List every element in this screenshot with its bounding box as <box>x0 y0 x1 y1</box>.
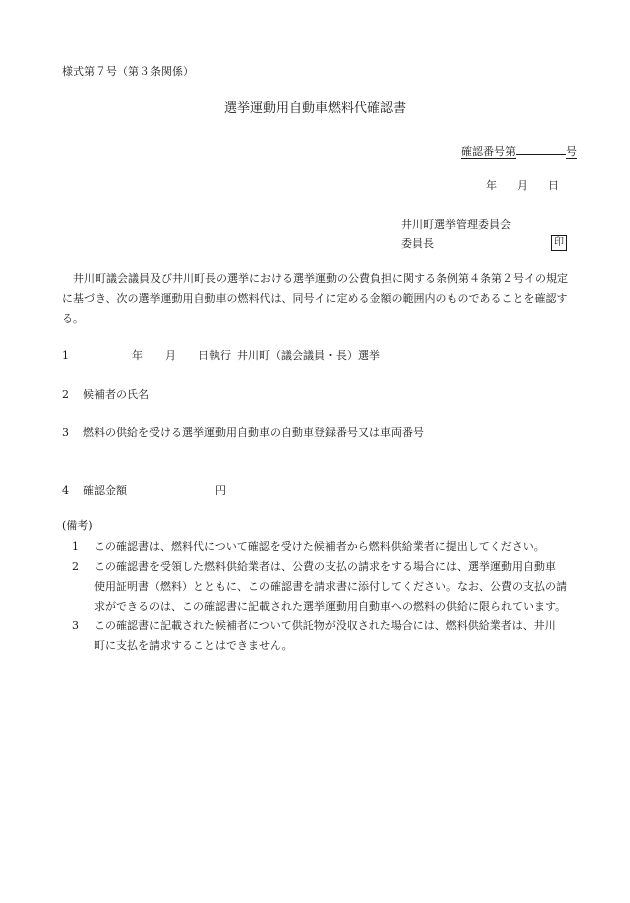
body-text: 井川町議会議員及び井川町長の選挙における選挙運動の公費負担に関する条例第４条第２号イの規定に基づき、次の選挙運動用自動車の燃料代は、同号イに定める金額の範囲内のものであることを確認する。 <box>62 272 568 325</box>
seal-mark: 印 <box>551 235 567 251</box>
item-candidate-name <box>62 387 149 403</box>
item-unit: 円 <box>215 484 226 497</box>
item-number: 1 <box>62 349 69 362</box>
item-label: 候補者の氏名 <box>83 388 149 401</box>
note-item <box>72 616 572 656</box>
note-text-cont: 使用証明書（燃料）とともに、この確認書を請求書に添付してください。なお、公費の支払の請 <box>94 580 567 593</box>
note-item <box>72 557 572 617</box>
note-number: 3 <box>72 619 79 632</box>
note-number: 1 <box>72 540 79 553</box>
note-text: この確認書に記載された候補者について供託物が没収された場合には、燃料供給業者は、井川 <box>94 619 556 632</box>
item-month: 月 <box>165 349 176 362</box>
item-vehicle-number <box>62 425 424 441</box>
notes-title: (備考) <box>62 519 93 532</box>
item-number: 3 <box>62 426 69 439</box>
note-text-cont: 求ができるのは、この確認書に記載された選挙運動用自動車への燃料の供給に限られています。 <box>94 600 567 613</box>
note-text: この確認書を受領した燃料供給業者は、公費の支払の請求をする場合には、選挙運動用自動車 <box>94 560 556 573</box>
issuer-chair: 委員長 <box>401 237 434 250</box>
item-election-name: 井川町（議会議員・長）選挙 <box>237 349 380 362</box>
confirmation-number-label: 確認番号第 <box>461 145 516 158</box>
note-text: この確認書は、燃料代について確認を受けた候補者から燃料供給業者に提出してください。 <box>94 540 545 553</box>
date-month: 月 <box>517 179 528 192</box>
confirmation-number <box>461 142 577 160</box>
issuer-committee: 井川町選挙管理委員会 <box>401 218 511 231</box>
item-label: 確認金額 <box>83 484 127 497</box>
item-day-exec: 日執行 <box>198 349 231 362</box>
confirmation-number-blank <box>516 142 566 155</box>
date-day: 日 <box>548 179 559 192</box>
item-number: 4 <box>62 484 69 497</box>
note-number: 2 <box>72 560 79 573</box>
date-line <box>486 178 559 194</box>
item-number: 2 <box>62 388 69 401</box>
item-label: 燃料の供給を受ける選挙運動用自動車の自動車登録番号又は車両番号 <box>83 426 424 439</box>
form-number: 様式第７号（第３条関係） <box>62 65 194 78</box>
note-text-cont: 町に支払を請求することはできません。 <box>94 639 293 652</box>
item-confirmed-amount <box>62 483 226 499</box>
document-title: 選挙運動用自動車燃料代確認書 <box>223 101 406 116</box>
confirmation-number-suffix: 号 <box>566 145 577 158</box>
date-year: 年 <box>486 179 497 192</box>
item-election <box>62 348 380 364</box>
note-item <box>72 537 572 557</box>
item-year: 年 <box>132 349 143 362</box>
